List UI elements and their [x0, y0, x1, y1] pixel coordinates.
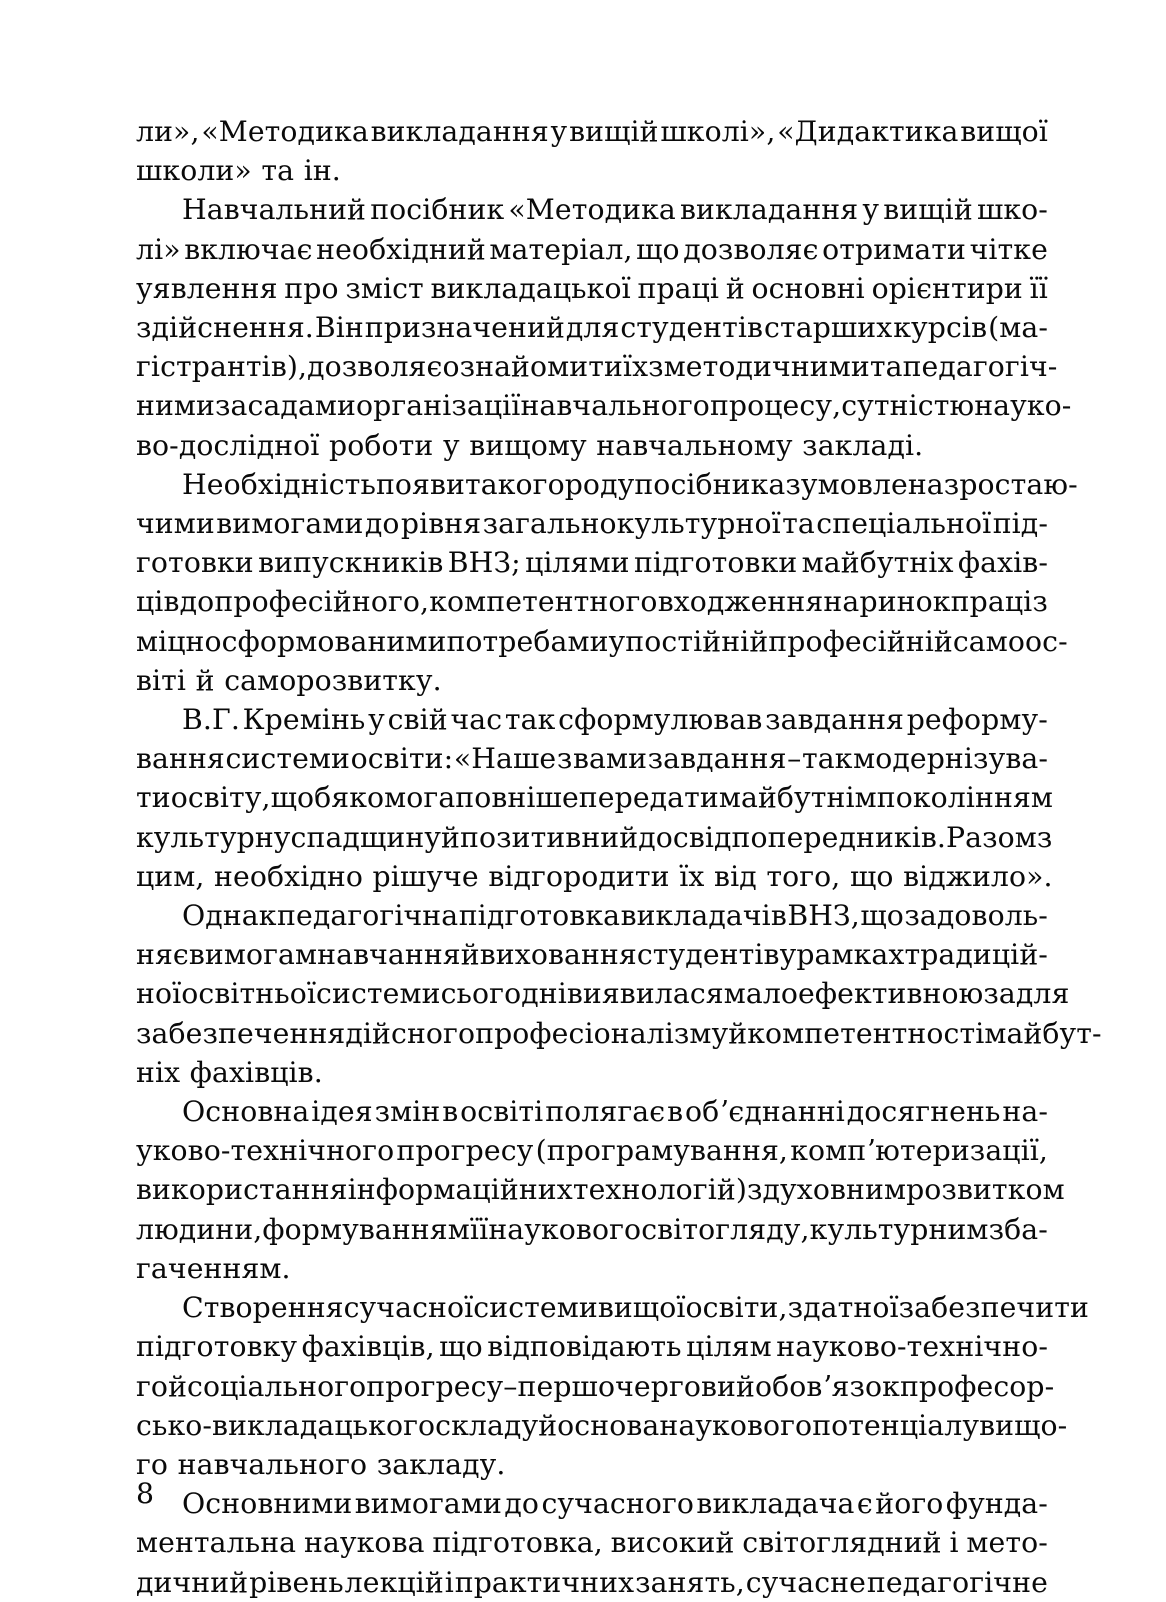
- paragraph-7: [136, 1288, 1089, 1484]
- body-text-column: [136, 112, 1102, 1602]
- paragraph-4: [136, 700, 1054, 896]
- text-line: Створення сучасної системи вищої освіти, здатної забезпечити: [182, 1291, 1089, 1325]
- text-line: Необхідність появи такого роду посібника зумовлена зростаю-: [182, 467, 1078, 501]
- text-line: сько-викладацького складу й основа наукового потенціалу вищо-: [136, 1408, 1068, 1442]
- paragraph-2: [136, 190, 1072, 464]
- text-line: Основними вимогами до сучасного викладача є його фунда-: [182, 1487, 1048, 1521]
- text-line: Основна ідея змін в освіті полягає в обʼєднанні досягнень на-: [182, 1095, 1048, 1129]
- text-line: ли», «Методика викладання у вищій школі», «Дидактика вищої: [136, 115, 1048, 148]
- text-line: школи» та ін.: [136, 154, 341, 188]
- text-line: готовки випускників ВНЗ; цілями підготовки майбутніх фахів-: [136, 546, 1048, 580]
- paragraph-3: [136, 465, 1078, 700]
- text-line: міцно сформованими потребами у постійній професійній самоос-: [136, 624, 1068, 658]
- text-line: Навчальний посібник «Методика викладання у вищій шко-: [182, 193, 1048, 227]
- text-line: В.Г. Кремінь у свій час так сформулював завдання реформу-: [182, 703, 1048, 737]
- text-line: Однак педагогічна підготовка викладачів ВНЗ, що задоволь-: [182, 899, 1048, 933]
- text-line: ніх фахівців.: [136, 1055, 323, 1089]
- text-line: гаченням.: [136, 1251, 291, 1285]
- text-line: ної освітньої системи сьогодні виявилася малоефективною задля: [136, 977, 1070, 1011]
- text-line: забезпечення дійсного професіоналізму й компетентності майбут-: [136, 1016, 1102, 1050]
- text-line: лі» включає необхідний матеріал, що дозволяє отримати чітке: [136, 232, 1048, 266]
- text-line: ти освіту, щоб якомога повніше передати майбутнім поколінням: [136, 781, 1054, 815]
- paragraph-6: [136, 1092, 1065, 1288]
- paragraph-1: [136, 112, 1048, 190]
- text-line: підготовку фахівців, що відповідають цілям науково-технічно-: [136, 1330, 1048, 1364]
- text-line: ців до професійного, компетентного входження на ринок праці з: [136, 585, 1048, 619]
- text-line: ними засадами організації навчального процесу, сутністю науко-: [136, 389, 1072, 423]
- paragraph-5: [136, 896, 1102, 1092]
- text-line: чими вимогами до рівня загальнокультурної та спеціальної під-: [136, 507, 1048, 541]
- text-line: віті й саморозвитку.: [136, 663, 442, 697]
- page-number: 8: [136, 1477, 155, 1510]
- text-line: уково-технічного прогресу (програмування, компʼютеризації,: [136, 1134, 1048, 1168]
- text-line: дичний рівень лекцій і практичних занять, сучасне педагогічне: [136, 1565, 1048, 1599]
- text-line: во-дослідної роботи у вищому навчальному закладі.: [136, 428, 924, 462]
- text-line: няє вимогам навчання й виховання студентів у рамках традицій-: [136, 938, 1048, 972]
- text-line: гістрантів), дозволяє ознайомити їх з методичними та педагогіч-: [136, 350, 1058, 384]
- text-line: ментальна наукова підготовка, високий світоглядний і мето-: [136, 1526, 1048, 1560]
- text-line: го навчального закладу.: [136, 1447, 506, 1481]
- text-line: використання інформаційних технологій) з духовним розвитком: [136, 1173, 1065, 1207]
- text-line: здійснення. Він призначений для студентів старших курсів (ма-: [136, 311, 1048, 345]
- paragraph-8: [136, 1484, 1048, 1602]
- text-line: людини, формуванням її наукового світогляду, культурним зба-: [136, 1212, 1048, 1246]
- text-line: культурну спадщину й позитивний досвід попередників. Разом з: [136, 820, 1053, 854]
- text-line: вання системи освіти: «Наше з вами завдання – так модернізува-: [136, 742, 1048, 776]
- text-line: уявлення про зміст викладацької праці й основні орієнтири її: [136, 271, 1048, 305]
- text-line: цим, необхідно рішуче відгородити їх від того, що віджило».: [136, 859, 1053, 893]
- text-line: го й соціального прогресу – першочерговий обовʼязок професор-: [136, 1369, 1055, 1403]
